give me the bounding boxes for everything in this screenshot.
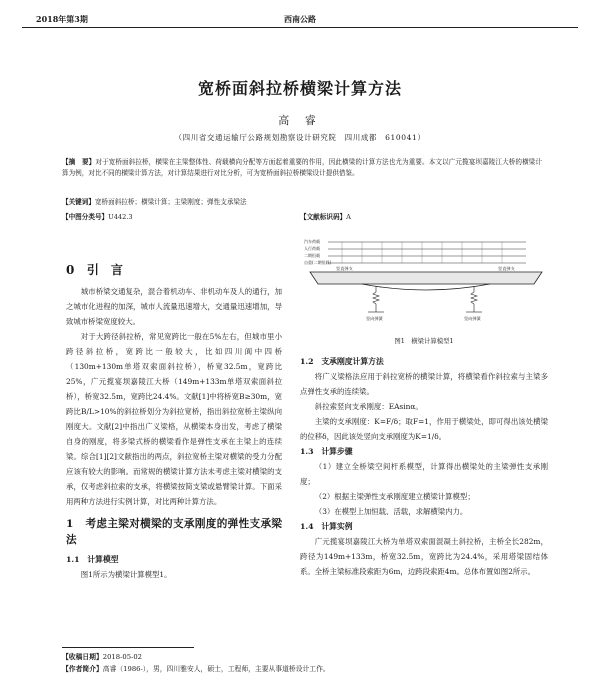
received-date: [62, 651, 142, 661]
abstract-label: 【摘 要】: [62, 158, 96, 166]
subsection-1-4-heading: 1.4 计算实例: [300, 522, 353, 531]
section-0-heading: [66, 262, 282, 278]
beam-section: [310, 272, 542, 284]
received-value: 2018-05-02: [102, 653, 142, 661]
keywords-label: 【关键词】: [62, 198, 95, 206]
left-support-label: 竖直弹支: [336, 266, 353, 271]
document-code: [300, 211, 351, 221]
doc-code-label: 【文献标识码】: [300, 213, 347, 221]
classification-value: U442.3: [108, 213, 133, 221]
paragraph: 对于大跨径斜拉桥，常见宽跨比一般在5%左右，但城市里小跨径斜拉桥，宽跨比一般较大，比如四川阆中四桥（130m+130m单塔双索面斜拉桥），桥宽32.5m，宽跨比25%，广元揽宴坝嘉陵江大桥（149m+133m单塔双索面斜拉桥），桥宽32.5m，宽跨比24.4%。文献[1]中将桥宽B≥30m，宽跨比B/L>10%的斜拉桥划分为斜拉宽桥，指出斜拉宽桥主梁纵向刚度大。文献[2]中指出广义梁格，从横梁本身出发，考虑了横梁自身的刚度，将多梁式桥的横梁看作是弹性支承在主梁上的连续梁。综合[1][2]文献指出的两点，斜拉宽桥主梁对横梁的受力分配应该有较大的影响。而常规的横梁计算方法未考虑主梁对横梁的支承，仅考虑斜拉索的支承，将横梁按简支梁或悬臂梁计算。下面采用两种方法进行实例计算，对比两种计算方法。: [66, 332, 282, 506]
section-1-number: 1: [66, 518, 74, 530]
paragraph: 斜拉索竖向支承刚度：EAsinα。: [314, 402, 423, 411]
paragraph: （2）根据主梁弹性支承刚度建立横梁计算模型；: [314, 492, 475, 501]
author-bio-label: 【作者简介】: [62, 665, 103, 673]
load-label-pedestrian: 人行荷载: [304, 246, 320, 251]
classification-label: 【中图分类号】: [62, 213, 109, 221]
running-header: [22, 10, 578, 28]
author-bio: [62, 663, 330, 673]
keywords: [62, 196, 542, 206]
subsection-1-3-heading: 1.3 计算步骤: [300, 447, 353, 456]
left-spring: [373, 286, 379, 312]
abstract: [62, 157, 542, 179]
section-0-number: 0: [66, 263, 75, 277]
paper-title: 宽桥面斜拉桥横梁计算方法: [197, 79, 402, 98]
load-label-selfweight: 自重(二期恒载): [304, 260, 332, 265]
section-1-heading: [66, 516, 282, 548]
abstract-text: 对于宽桥面斜拉桥，横梁在主梁整体性、荷载横向分配等方面起着重要的作用，因此横梁的计算方法也尤为重要。本文以广元揽宴坝嘉陵江大桥的横梁计算为例，对比不同的横梁计算方法，对计算结果进行对比分析，可为宽桥面斜拉桥横梁设计提供借鉴。: [62, 158, 543, 177]
paragraph: 广元揽宴坝嘉陵江大桥为单塔双索面混凝土斜拉桥，主桥全长282m，跨径为149m+133m，桥宽32.5m，宽跨比为24.4%，采用塔梁固结体系。全桥主梁标准段索距为6m，边跨段索距4m。总体布置如图2所示。: [300, 537, 548, 576]
paragraph: 图1所示为横梁计算模型1。: [80, 570, 172, 579]
right-support-label: 竖直弹支: [498, 266, 515, 271]
subsection-1-2-heading: 1.2 支承刚度计算方法: [300, 357, 384, 366]
paragraph: 将广义梁格法应用于斜拉宽桥的横梁计算，将横梁看作斜拉索与主梁多点弹性支承的连续梁。: [300, 372, 548, 396]
doc-code-value: A: [346, 213, 351, 221]
paragraph: （1）建立全桥梁空间杆系模型，计算得出横梁处的主梁弹性支承刚度；: [300, 462, 548, 486]
figure-caption: 图1 横梁计算模型1: [394, 337, 454, 345]
right-column: [300, 354, 548, 579]
author-name: 高 睿: [278, 114, 322, 127]
journal-name: 西南公路: [284, 14, 316, 24]
right-spring: [471, 286, 477, 312]
paragraph: （3）在模型上加恒载、活载，求解横梁内力。: [314, 507, 468, 516]
author-bio-text: 高睿（1986-），男，四川雅安人，硕士，工程师，主要从事道桥设计工作。: [102, 665, 330, 673]
author-affiliation: （四川省交通运输厅公路规划勘察设计研究院 四川成都 610041）: [174, 133, 426, 142]
paragraph: 主梁的支承刚度：K=F/δ；取F=1，作用于横梁处，即可得出该处横梁的位移δ，因此该处竖向支承刚度为K=1/δ。: [300, 417, 548, 441]
footnote-rule: [62, 647, 194, 648]
paragraph: 城市桥梁交通复杂，混合着机动车、非机动车及人的通行，加之城市化进程的加深，城市人流量迅速增大，交通量迅速增加，导致城市桥梁宽度较大。: [66, 287, 282, 326]
load-label-deadload: 二期恒载: [304, 253, 320, 258]
load-label-vehicle: 汽车荷载: [304, 239, 320, 244]
classification-code: [62, 211, 133, 221]
left-column: [66, 262, 282, 582]
issue-label: 2018年第3期: [36, 14, 88, 24]
subsection-1-1-heading: 1.1 计算模型: [66, 555, 119, 564]
received-label: 【收稿日期】: [62, 653, 103, 661]
beam-soffit: [362, 284, 490, 290]
keywords-text: 宽桥面斜拉桥；横梁计算；主梁刚度；弹性支承梁法: [94, 198, 247, 206]
section-0-title: 引 言: [86, 263, 123, 277]
section-1-title: 考虑主梁对横梁的支承刚度的弹性支承梁法: [66, 518, 282, 546]
left-spring-label: 竖向弹簧: [366, 316, 383, 321]
right-spring-label: 竖向弹簧: [464, 316, 481, 321]
beam-model-figure: [302, 234, 550, 334]
